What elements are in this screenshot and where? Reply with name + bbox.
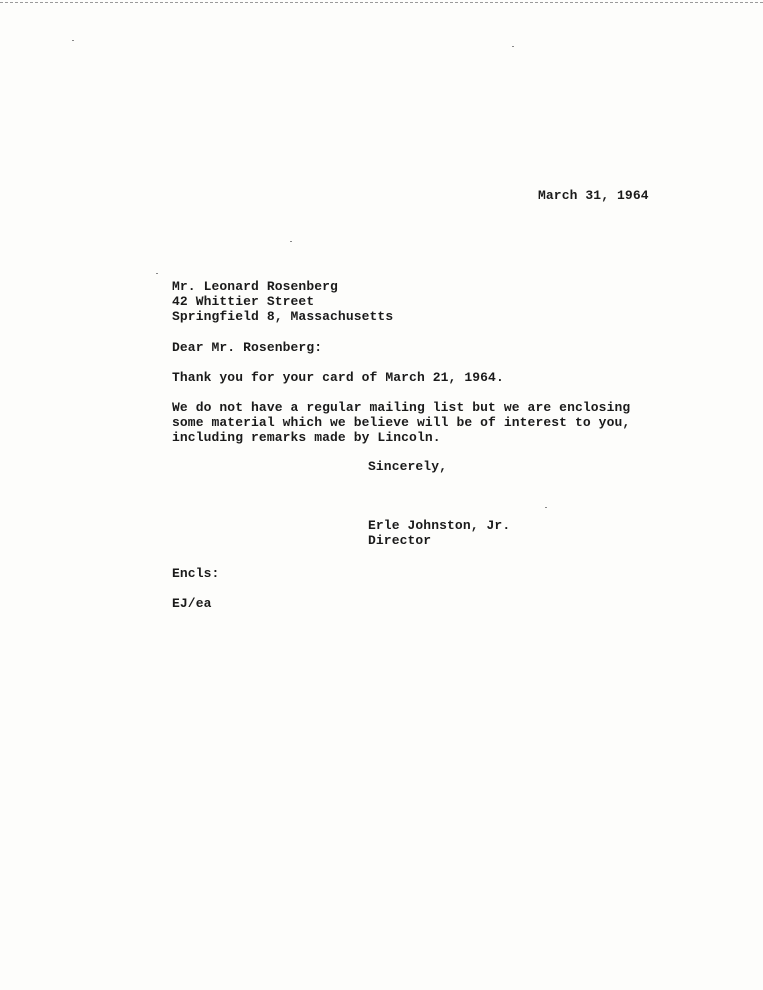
salutation: Dear Mr. Rosenberg: xyxy=(172,340,323,355)
letter-date: March 31, 1964 xyxy=(538,188,649,203)
page-top-edge xyxy=(0,2,763,3)
closing: Sincerely, xyxy=(368,459,448,474)
signature-name: Erle Johnston, Jr. xyxy=(368,518,511,533)
signature-title: Director xyxy=(368,533,432,548)
body-paragraph-2-line-3: including remarks made by Lincoln. xyxy=(172,430,441,445)
scan-speck xyxy=(545,507,547,508)
typist-initials: EJ/ea xyxy=(172,596,212,611)
scan-speck xyxy=(156,273,158,274)
recipient-name: Mr. Leonard Rosenberg xyxy=(172,279,338,294)
body-paragraph-2-line-1: We do not have a regular mailing list but we are enclosing xyxy=(172,400,631,415)
body-paragraph-1: Thank you for your card of March 21, 1964. xyxy=(172,370,504,385)
scan-speck xyxy=(512,46,514,47)
recipient-street: 42 Whittier Street xyxy=(172,294,315,309)
body-paragraph-2-line-2: some material which we believe will be of interest to you, xyxy=(172,415,631,430)
enclosure-note: Encls: xyxy=(172,566,220,581)
scan-speck xyxy=(72,40,74,41)
recipient-city: Springfield 8, Massachusetts xyxy=(172,309,394,324)
scan-speck xyxy=(290,241,292,242)
